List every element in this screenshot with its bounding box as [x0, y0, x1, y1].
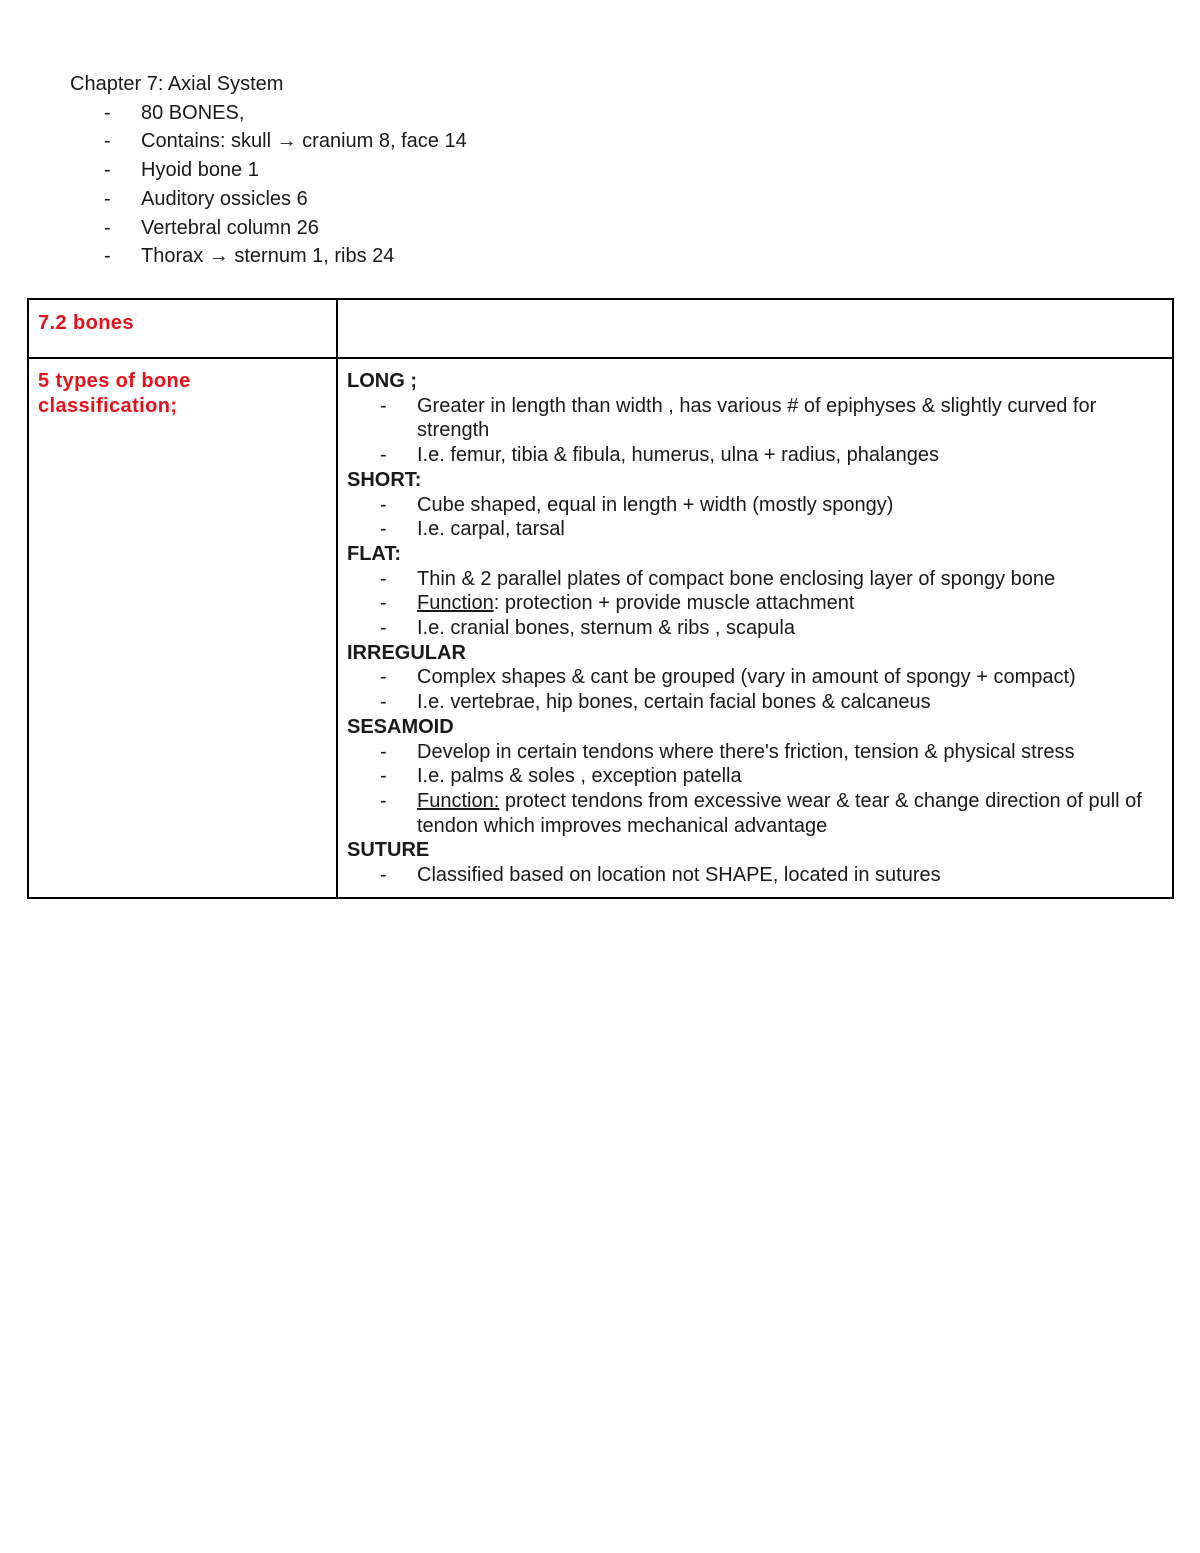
table-header-row [28, 299, 1173, 358]
bullet-dash: - [380, 518, 387, 541]
underlined-term: Function [417, 592, 494, 615]
section-heading: 7.2 bones [38, 312, 134, 334]
list-item-text: I.e. vertebrae, hip bones, certain facial bones & calcaneus [417, 691, 931, 714]
bullet-dash: - [380, 691, 387, 714]
bone-type-list [347, 740, 1172, 839]
bone-type-list [347, 493, 1172, 542]
notes-table [27, 298, 1174, 899]
underlined-term: Function: [417, 789, 500, 812]
intro-list-item [70, 127, 467, 156]
bullet-dash: - [104, 101, 111, 124]
intro-list-item [70, 242, 467, 271]
bullet-dash: - [380, 789, 387, 812]
bullet-dash: - [380, 592, 387, 615]
list-item-text: protect tendons from excessive wear & tear & change direction of pull of tendon which improves mechanical advantage [417, 789, 1142, 837]
bone-type-heading: LONG ; [347, 370, 417, 392]
list-item [347, 740, 1172, 765]
intro-section [70, 70, 467, 271]
list-item-text: : protection + provide muscle attachment [493, 592, 855, 615]
list-item [347, 863, 1172, 888]
bone-type-list [347, 863, 1172, 888]
intro-list-item [70, 99, 467, 128]
header-cell-right [337, 299, 1173, 358]
list-item [347, 690, 1172, 715]
bullet-dash: - [104, 130, 111, 153]
list-item-text: Thin & 2 parallel plates of compact bone enclosing layer of spongy bone [417, 567, 1056, 590]
bullet-dash: - [104, 245, 111, 268]
bullet-dash: - [380, 617, 387, 640]
intro-list-item [70, 185, 467, 214]
list-item-text: Greater in length than width , has various # of epiphyses & slightly curved for strength [417, 394, 1097, 442]
list-item [347, 665, 1172, 690]
intro-list-item [70, 214, 467, 243]
bullet-dash: - [380, 493, 387, 516]
bullet-dash: - [104, 159, 111, 182]
row-label: 5 types of bone classification; [38, 370, 191, 417]
bone-type-heading: SESAMOID [347, 715, 454, 738]
bone-type-list [347, 567, 1172, 641]
intro-list-item [70, 156, 467, 185]
bullet-dash: - [104, 187, 111, 210]
list-item [347, 493, 1172, 518]
chapter-title: Chapter 7: Axial System [70, 73, 284, 95]
bullet-dash: - [104, 216, 111, 239]
intro-item-text: 80 BONES, [141, 101, 245, 124]
list-item [347, 443, 1172, 468]
list-item [347, 764, 1172, 789]
list-item [347, 789, 1172, 838]
bullet-dash: - [380, 567, 387, 590]
bone-type-heading: SUTURE [347, 839, 430, 862]
row-label-cell [28, 358, 337, 898]
list-item-text: Complex shapes & cant be grouped (vary in amount of spongy + compact) [417, 666, 1076, 689]
bone-type-list [347, 665, 1172, 714]
bone-type-heading: SHORT: [347, 468, 422, 491]
bullet-dash: - [380, 444, 387, 467]
intro-item-text: Vertebral column 26 [141, 216, 319, 239]
bullet-dash: - [380, 394, 387, 417]
bullet-dash: - [380, 740, 387, 763]
intro-item-text: Hyoid bone 1 [141, 159, 259, 182]
bone-type-heading: IRREGULAR [347, 641, 466, 664]
intro-bullet-list [70, 99, 467, 271]
intro-item-text: Contains: skull → cranium 8, face 14 [141, 130, 467, 153]
list-item [347, 394, 1172, 443]
intro-item-text: Auditory ossicles 6 [141, 187, 308, 210]
list-item-text: Develop in certain tendons where there's friction, tension & physical stress [417, 740, 1075, 763]
header-cell-left [28, 299, 337, 358]
list-item [347, 567, 1172, 592]
list-item [347, 517, 1172, 542]
list-item [347, 591, 1172, 616]
list-item-text: I.e. cranial bones, sternum & ribs , scapula [417, 617, 795, 640]
intro-item-text: Thorax → sternum 1, ribs 24 [141, 245, 395, 268]
list-item-text: I.e. palms & soles , exception patella [417, 765, 742, 788]
bullet-dash: - [380, 864, 387, 887]
list-item-text: Classified based on location not SHAPE, located in sutures [417, 864, 941, 887]
bone-type-list [347, 394, 1172, 468]
list-item-text: I.e. carpal, tarsal [417, 518, 565, 541]
bone-type-sections [347, 369, 1172, 888]
table-row [28, 358, 1173, 898]
list-item-text: Cube shaped, equal in length + width (mostly spongy) [417, 493, 894, 516]
list-item [347, 616, 1172, 641]
bullet-dash: - [380, 666, 387, 689]
list-item-text: I.e. femur, tibia & fibula, humerus, ulna + radius, phalanges [417, 444, 939, 467]
bone-type-heading: FLAT: [347, 542, 402, 565]
bullet-dash: - [380, 765, 387, 788]
row-content-cell [337, 358, 1173, 898]
